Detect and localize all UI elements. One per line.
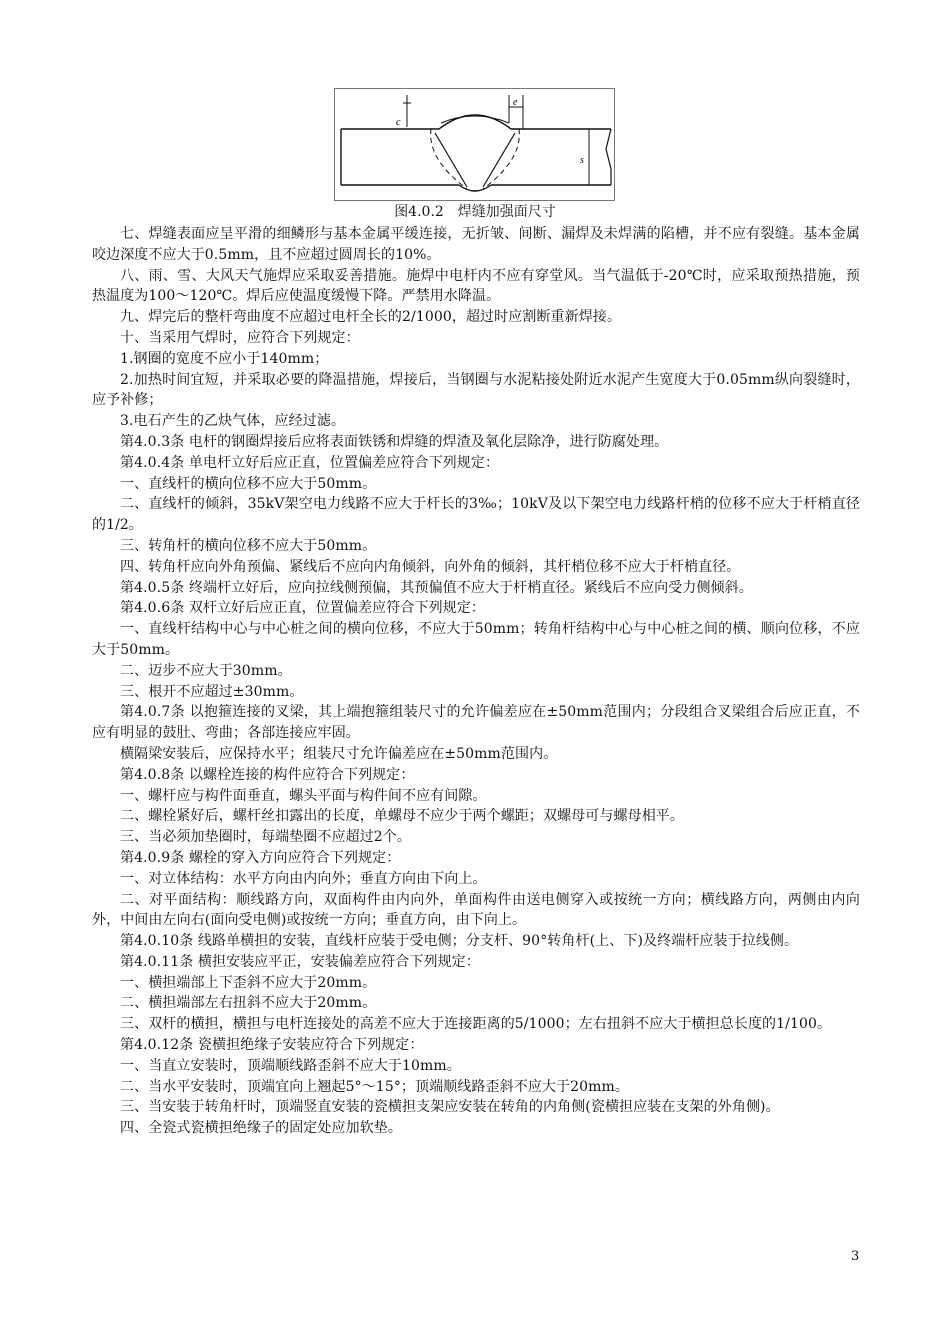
paragraph: 九、焊完后的整杆弯曲度不应超过电杆全长的2/1000，超过时应割断重新焊接。: [120, 309, 622, 326]
paragraph: 第4.0.5条 终端杆立好后，应向拉线侧预偏，其预偏值不应大于杆梢直径。紧线后不应向受力侧倾斜。: [120, 579, 753, 596]
paragraph: 第4.0.11条 横担安装应平正，安装偏差应符合下列规定：: [120, 953, 480, 970]
label-s: s: [580, 155, 584, 166]
paragraph: 三、根开不应超过±30mm。: [120, 683, 304, 700]
paragraph: 2.加热时间宜短，并采取必要的降温措施，焊接后，当钢圈与水泥粘接处附近水泥产生宽度大于0.05mm纵向裂缝时，应予补修；: [92, 371, 860, 409]
paragraph: 第4.0.8条 以螺栓连接的构件应符合下列规定：: [120, 766, 415, 783]
paragraph: 一、对立体结构：水平方向由内向外；垂直方向由下向上。: [120, 870, 487, 887]
label-c: c: [396, 117, 401, 128]
paragraph: 一、横担端部上下歪斜不应大于20mm。: [120, 974, 377, 991]
paragraph: 八、雨、雪、大风天气施焊应采取妥善措施。施焊中电杆内不应有穿堂风。当气温低于-20℃时，应采取预热措施，预热温度为100～120℃。焊后应使温度缓慢下降。严禁用水降温。: [92, 267, 860, 305]
paragraph: 二、螺栓紧好后，螺杆丝扣露出的长度，单螺母不应少于两个螺距；双螺母可与螺母相平。: [120, 808, 684, 825]
paragraph: 第4.0.10条 线路单横担的安装，直线杆应装于受电侧；分支杆、90°转角杆(上、下)及终端杆应装于拉线侧。: [120, 933, 799, 950]
label-e: e: [513, 97, 518, 108]
body-text: [92, 224, 860, 1139]
paragraph: 三、当必须加垫圈时，每端垫圈不应超过2个。: [120, 829, 412, 846]
paragraph: 二、直线杆的倾斜，35kV架空电力线路不应大于杆长的3‰；10kV及以下架空电力线路杆梢的位移不应大于杆梢直径的1/2。: [92, 496, 860, 534]
paragraph: 3.电石产生的乙炔气体，应经过滤。: [120, 413, 346, 430]
paragraph: 四、转角杆应向外角预偏、紧线后不应向内角倾斜，向外角的倾斜，其杆梢位移不应大于杆梢直径。: [120, 558, 741, 575]
paragraph: 二、迈步不应大于30mm。: [120, 662, 292, 679]
paragraph: 二、对平面结构：顺线路方向，双面构件由内向外，单面构件由送电侧穿入或按统一方向；横线路方向，两侧由内向外，中间由左向右(面向受电侧)或按统一方向；垂直方向，由下向上。: [92, 891, 860, 929]
paragraph: 第4.0.9条 螺栓的穿入方向应符合下列规定：: [120, 849, 401, 866]
paragraph: 一、螺杆应与构件面垂直，螺头平面与构件间不应有间隙。: [120, 787, 487, 804]
paragraph: 一、直线杆的横向位移不应大于50mm。: [120, 475, 377, 492]
paragraph: 一、直线杆结构中心与中心桩之间的横向位移，不应大于50mm；转角杆结构中心与中心桩之间的横、顺向位移，不应大于50mm。: [92, 621, 860, 658]
page-number: 3: [851, 1249, 860, 1264]
paragraph: 第4.0.3条 电杆的钢圈焊接后应将表面铁锈和焊缝的焊渣及氧化层除净，进行防腐处理。: [120, 433, 669, 450]
paragraph: 1.钢圈的宽度不应小于140mm；: [120, 350, 329, 367]
paragraph: 第4.0.12条 瓷横担绝缘子安装应符合下列规定：: [120, 1037, 424, 1054]
paragraph: 第4.0.7条 以抱箍连接的叉梁，其上端抱箍组装尺寸的允许偏差应在±50mm范围内；分段组合叉梁组合后应正直，不应有明显的鼓肚、弯曲；各部连接应牢固。: [92, 704, 860, 742]
paragraph: 二、当水平安装时，顶端宜向上翘起5°～15°；顶端顺线路歪斜不应大于20mm。: [120, 1078, 629, 1095]
paragraph: 横隔梁安装后，应保持水平；组装尺寸允许偏差应在±50mm范围内。: [120, 745, 558, 762]
figure-caption: 图4.0.2 焊缝加强面尺寸: [394, 204, 556, 220]
weld-diagram-svg: [335, 89, 614, 200]
weld-diagram: [334, 88, 615, 201]
paragraph: 十、当采用气焊时，应符合下列规定：: [120, 329, 360, 346]
paragraph: 第4.0.6条 双杆立好后应正直，位置偏差应符合下列规定：: [120, 600, 485, 617]
paragraph: 四、全瓷式瓷横担绝缘子的固定处应加软垫。: [120, 1120, 402, 1137]
paragraph: 第4.0.4条 单电杆立好后应正直，位置偏差应符合下列规定：: [120, 454, 500, 471]
paragraph: 三、双杆的横担，横担与电杆连接处的高差不应大于连接距离的5/1000；左右扭斜不应大于横担总长度的1/100。: [120, 1016, 832, 1033]
paragraph: 二、横担端部左右扭斜不应大于20mm。: [120, 995, 377, 1012]
paragraph: 三、转角杆的横向位移不应大于50mm。: [120, 537, 377, 554]
paragraph: 一、当直立安装时，顶端顺线路歪斜不应大于10mm。: [120, 1057, 461, 1074]
paragraph: 七、焊缝表面应呈平滑的细鳞形与基本金属平缓连接，无折皱、间断、漏焊及未焊满的陷槽，并不应有裂缝。基本金属咬边深度不应大于0.5mm，且不应超过圆周长的10%。: [92, 226, 860, 263]
paragraph: 三、当安装于转角杆时，顶端竖直安装的瓷横担支架应安装在转角的内角侧(瓷横担应装在支架的外角侧)。: [120, 1099, 780, 1116]
